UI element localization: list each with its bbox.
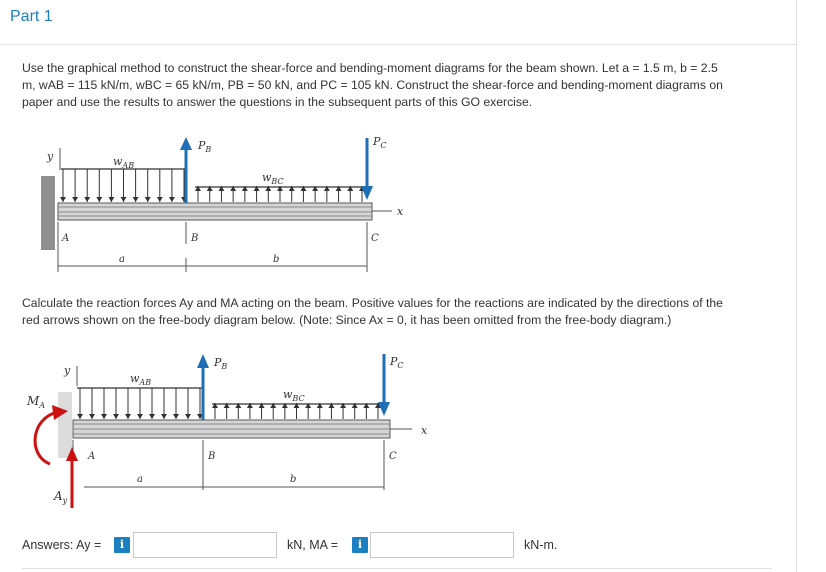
divider [22, 568, 772, 569]
instruction-line-1: Calculate the reaction forces Ay and MA acting on the beam. Positive values for the reactions are indicated by the directions of the [22, 296, 723, 310]
pb-label: $P_B$ [198, 139, 212, 154]
fbd-pc-label: $P_C$ [390, 355, 404, 370]
fbd-x-axis-label: x [421, 424, 428, 437]
fbd-w-ab-label: $w_{AB}$ [130, 372, 152, 387]
load-arrowhead [77, 414, 83, 419]
dim-b-label: b [273, 254, 280, 265]
load-arrowhead [185, 414, 191, 419]
fbd-dim-a-label: a [137, 474, 143, 485]
load-arrowhead [113, 414, 119, 419]
load-arrowhead [89, 414, 95, 419]
part-title: Part 1 [10, 8, 53, 25]
ma-label: $M_A$ [27, 394, 46, 410]
load-arrowhead [149, 414, 155, 419]
load-arrowhead [173, 414, 179, 419]
fbd-point-a-label: A [88, 451, 96, 462]
wall-ghost [58, 392, 72, 458]
ma-answer-input[interactable] [370, 532, 514, 558]
pc-label: $P_C$ [373, 135, 387, 150]
load-arrowhead [101, 414, 107, 419]
fbd-load-arrows-bc [212, 403, 381, 419]
instruction-line-2: red arrows shown on the free-body diagram below. (Note: Since Ax = 0, it has been omitted from the free-body diagram.) [22, 313, 672, 327]
point-a-label: A [62, 233, 70, 244]
load-arrowhead [161, 414, 167, 419]
ma-unit-label: kN-m. [524, 538, 558, 552]
answers-label: Answers: Ay = [22, 538, 102, 552]
fbd-w-bc-label: $w_{BC}$ [283, 388, 305, 403]
w-ab-label: $w_{AB}$ [113, 155, 135, 170]
info-icon[interactable]: i [352, 537, 368, 553]
y-axis-label: y [47, 150, 54, 163]
problem-line-2: m, wAB = 115 kN/m, wBC = 65 kN/m, PB = 50 kN, and PC = 105 kN. Construct the shear-force and bending-moment diagrams on [22, 78, 723, 92]
fbd-point-b-label: B [208, 451, 216, 462]
ay-unit-label: kN, MA = [287, 538, 339, 552]
point-c-label: C [371, 233, 379, 244]
w-bc-label: $w_{BC}$ [262, 171, 284, 186]
fbd-pb-arrow [197, 354, 209, 420]
ay-answer-input[interactable] [133, 532, 277, 558]
dim-a-label: a [119, 254, 125, 265]
x-axis-label: x [397, 205, 404, 218]
fbd-y-axis-label: y [64, 364, 71, 377]
fbd-dim-b-label: b [290, 474, 297, 485]
fbd-point-c-label: C [389, 451, 397, 462]
problem-line-3: paper and use the results to answer the questions in the subsequent parts of this GO exercise. [22, 95, 533, 109]
info-icon[interactable]: i [114, 537, 130, 553]
fbd-load-arrows-ab [77, 388, 203, 419]
ay-label: $A_y$ [54, 489, 68, 505]
load-arrowhead [125, 414, 131, 419]
point-b-label: B [191, 233, 199, 244]
fbd-pb-label: $P_B$ [214, 356, 228, 371]
problem-line-1: Use the graphical method to construct the shear-force and bending-moment diagrams for the beam shown. Let a = 1.5 m, b = 2.5 [22, 61, 718, 75]
load-arrowhead [137, 414, 143, 419]
